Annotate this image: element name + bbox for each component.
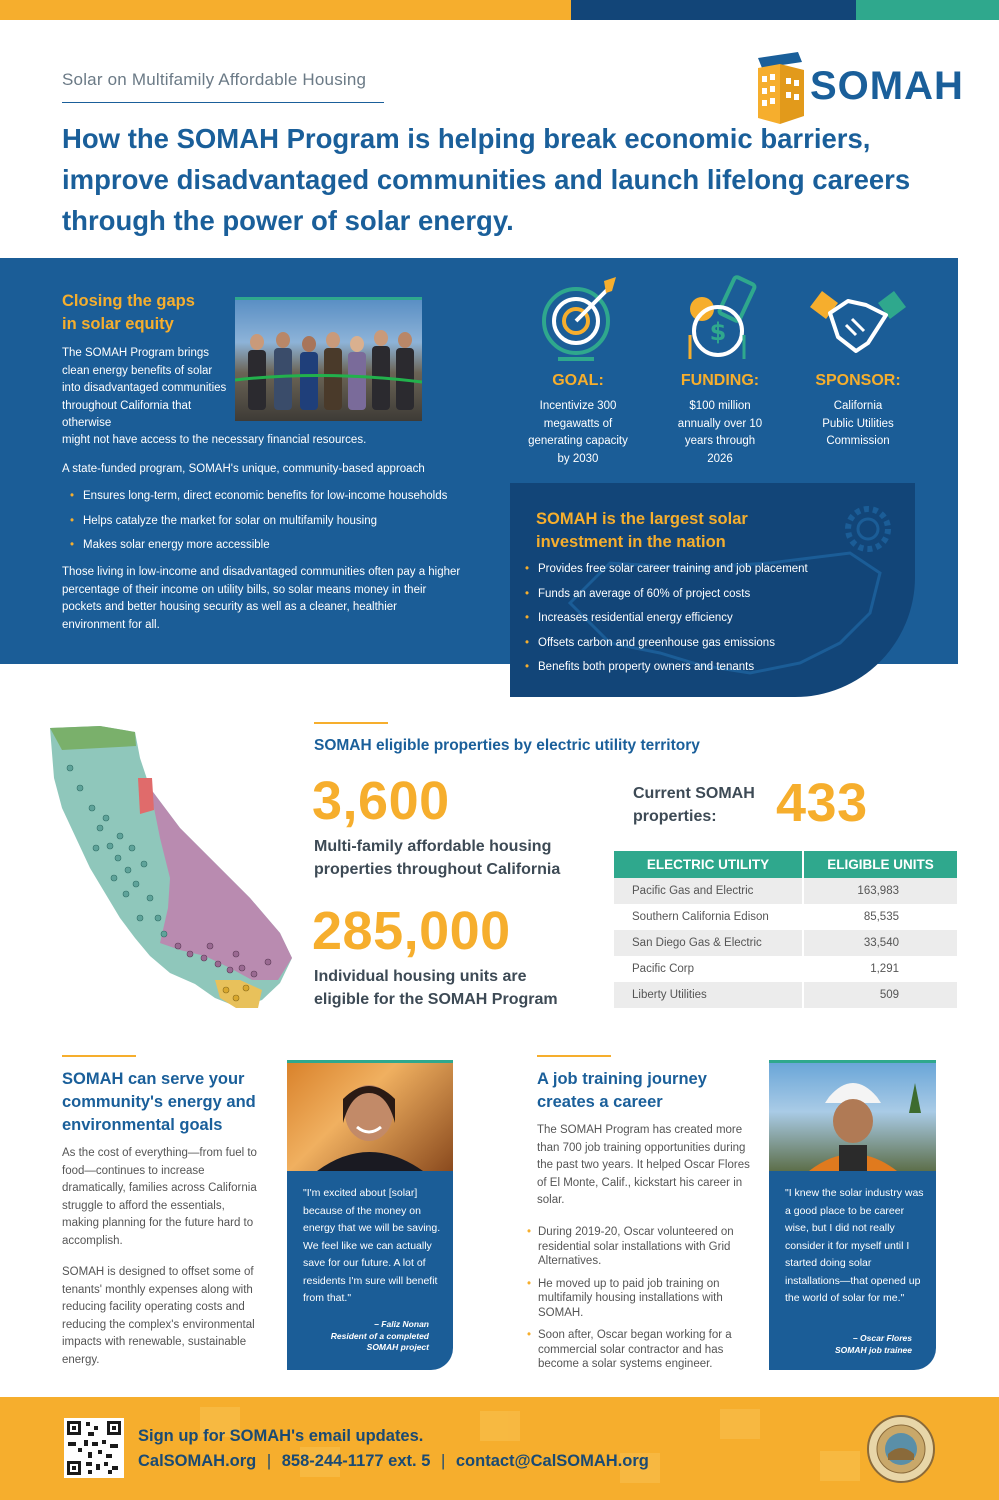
eligible-rule: [314, 722, 388, 724]
subtitle-rule: [62, 102, 384, 103]
footer-contact: [138, 1424, 649, 1474]
somah-logo-text: SOMAH: [810, 64, 964, 108]
list-item: • Benefits both property owners and tenants: [525, 659, 905, 677]
investment-title: SOMAH is the largest solar investment in the nation: [536, 510, 748, 551]
qr-code-icon[interactable]: [64, 1418, 124, 1478]
table-row: Pacific Corp 1,291: [614, 956, 957, 982]
footer-email-link[interactable]: contact@CalSOMAH.org: [455, 1452, 649, 1470]
career-quote-card: [769, 1060, 936, 1370]
list-item: • Offsets carbon and greenhouse gas emissions: [525, 635, 905, 653]
list-item: • Provides free solar career training and job placement: [525, 561, 905, 579]
equity-intro-part: The SOMAH Program brings clean energy benefits of solar into disadvantaged communities throughout California that otherwise: [62, 347, 227, 429]
equity-intro-tail: might not have access to the necessary financial resources.: [62, 434, 367, 446]
somah-building-logo-icon: [752, 52, 808, 124]
career-quote: "I knew the solar industry was a good place to be career wise, but I did not really consider it for myself until I started doing solar installations—that opened up the world of solar for me.": [785, 1187, 924, 1304]
target-icon: [538, 275, 622, 365]
current-properties-label: Current SOMAH properties:: [633, 785, 755, 825]
investment-bullets: [525, 561, 905, 684]
top-color-bar: [0, 0, 999, 20]
career-title: A job training journey creates a career: [537, 1070, 707, 1111]
community-quote-attribution: – Faliz Nonan Resident of a completed SOMAH project: [330, 1319, 429, 1352]
list-item: • Helps catalyze the market for solar on multifamily housing: [70, 513, 510, 531]
career-rule: [537, 1055, 611, 1057]
community-quote: "I'm excited about [solar] because of the money on energy that we will be saving. We feel like we can actually save for our future. A lot of residents I'm sure will benefit from that.": [303, 1187, 441, 1304]
table-header: ELIGIBLE UNITS: [803, 851, 957, 878]
eligible-title: SOMAH eligible properties by electric utility territory: [314, 737, 700, 754]
equity-bullets: [70, 488, 510, 562]
stat-funding-title: FUNDING:: [680, 372, 760, 389]
stat-sponsor-title: SPONSOR:: [815, 372, 901, 389]
properties-count: 3,600: [312, 771, 450, 831]
list-item: • Funds an average of 60% of project costs: [525, 586, 905, 604]
ribbon-cutting-photo: [235, 297, 422, 421]
list-item: • During 2019-20, Oscar volunteered on residential solar installations with Grid Alternatives.: [527, 1225, 752, 1269]
list-item: • Increases residential energy efficiency: [525, 610, 905, 628]
table-header: ELECTRIC UTILITY: [614, 851, 803, 878]
equity-approach: A state-funded program, SOMAH's unique, community-based approach: [62, 463, 425, 475]
current-properties-value: 433: [776, 773, 868, 833]
money-icon: [682, 275, 766, 365]
utility-table: [614, 851, 957, 1008]
community-para1: As the cost of everything—from fuel to food—continues to increase dramatically, families across California struggle to afford the essentials, making planning for the future hard to accomplish.: [62, 1147, 257, 1247]
list-item: • Soon after, Oscar began working for a commercial solar contractor and has become a solar systems engineer.: [527, 1328, 752, 1372]
svg-text:$: $: [709, 318, 727, 346]
handshake-icon: [808, 285, 908, 357]
page-headline: How the SOMAH Program is helping break economic barriers, improve disadvantaged communities and launch lifelong careers through the power of solar energy.: [62, 123, 911, 236]
california-utility-map: [40, 718, 300, 1018]
table-row: Liberty Utilities 509: [614, 982, 957, 1008]
equity-closing: Those living in low-income and disadvantaged communities often pay a higher percentage of their income on utility bills, so solar means money in their pockets and better housing security as well as a cleaner, healthier environment for all.: [62, 566, 461, 631]
properties-desc: Multi-family affordable housing properties throughout California: [314, 838, 561, 878]
resident-photo: [287, 1063, 453, 1171]
community-quote-card: [287, 1060, 453, 1370]
footer-website-link[interactable]: CalSOMAH.org: [138, 1452, 257, 1470]
footer-separator: |: [266, 1452, 272, 1470]
table-row: San Diego Gas & Electric 33,540: [614, 930, 957, 956]
community-rule: [62, 1055, 136, 1057]
community-title: SOMAH can serve your community's energy and environmental goals: [62, 1070, 256, 1134]
list-item: • Ensures long-term, direct economic benefits for low-income households: [70, 488, 510, 506]
career-bullets: [527, 1225, 752, 1380]
stat-funding-body: $100 million annually over 10 years through 2026: [677, 400, 763, 465]
units-count: 285,000: [312, 901, 511, 961]
units-desc: Individual housing units are eligible for the SOMAH Program: [314, 968, 558, 1008]
page-subtitle: Solar on Multifamily Affordable Housing: [62, 70, 367, 89]
footer-separator: |: [440, 1452, 446, 1470]
career-quote-attribution: – Oscar Flores SOMAH job trainee: [835, 1333, 912, 1355]
stat-sponsor-body: California Public Utilities Commission: [822, 400, 894, 447]
stat-goal-body: Incentivize 300 megawatts of generating capacity by 2030: [528, 400, 628, 465]
footer-phone[interactable]: 858-244-1177 ext. 5: [281, 1452, 431, 1470]
community-para2: SOMAH is designed to offset some of tenants' monthly expenses along with reducing facility operating costs and reducing the complex's environmental impacts with renewable, sustainable energy.: [62, 1266, 255, 1366]
table-row: Southern California Edison 85,535: [614, 904, 957, 930]
trainee-photo: [769, 1063, 936, 1171]
career-intro: The SOMAH Program has created more than 700 job training opportunities during the past two years. It helped Oscar Flores of El Monte, Calif., kickstart his career in solar.: [537, 1124, 750, 1206]
list-item: • He moved up to paid job training on multifamily housing installations with SOMAH.: [527, 1277, 752, 1321]
cpuc-seal-icon: [866, 1414, 936, 1484]
equity-title: Closing the gaps in solar equity: [62, 292, 195, 333]
table-row: Pacific Gas and Electric 163,983: [614, 878, 957, 904]
stat-goal-title: GOAL:: [552, 372, 604, 389]
footer-signup: Sign up for SOMAH's email updates.: [138, 1427, 424, 1445]
list-item: • Makes solar energy more accessible: [70, 537, 510, 555]
